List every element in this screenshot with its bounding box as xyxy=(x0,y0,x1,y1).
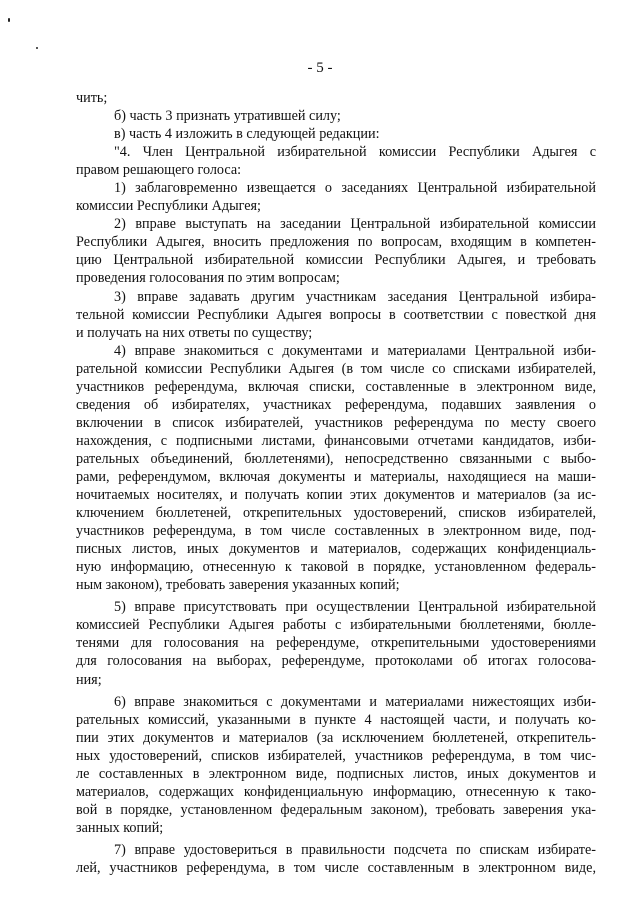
text-line: материалов, содержащих конфиденциальную информацию, отнесенную к тако- xyxy=(76,783,596,800)
text-line: проведения голосования по этим вопросам; xyxy=(76,270,340,287)
text-line: занных копий; xyxy=(76,819,164,836)
page-number: - 5 - xyxy=(307,60,333,76)
text-line: комиссии Республики Адыгея; xyxy=(76,198,262,215)
text-line: 1) заблаговременно извещается о заседаниях Центральной избирательной xyxy=(114,180,596,197)
text-line: лей, участников референдума, в том числе составленным в электронном виде, xyxy=(76,859,596,876)
text-line: рательной комиссии Республики Адыгея (в том числе со списками избирателей, xyxy=(76,360,596,377)
text-line: 2) вправе выступать на заседании Центральной избирательной комиссии xyxy=(114,216,596,233)
text-line: 6) вправе знакомиться с документами и материалами нижестоящих изби- xyxy=(114,693,596,710)
text-line: вой в порядке, установленном федеральным законом), требовать заверения ука- xyxy=(76,801,596,818)
text-line: 5) вправе присутствовать при осуществлении Центральной избирательной xyxy=(114,599,596,616)
text-line: включении в список избирателей, участников референдума по месту своего xyxy=(76,414,596,431)
text-line: нахождения, с подписными листами, финансовыми отчетами кандидатов, изби- xyxy=(76,432,596,449)
text-line: тельной комиссии Республики Адыгея вопросы в соответствии с повесткой дня xyxy=(76,306,596,323)
text-line: 3) вправе задавать другим участникам заседания Центральной избира- xyxy=(114,288,596,305)
text-line: ле составленных в электронном виде, подписных листов, иных документов и xyxy=(76,765,596,782)
text-line: рами, референдумом, включая документы и материалы, находящиеся на маши- xyxy=(76,468,596,485)
text-line: участников референдума, включая списки, составленные в электронном виде, xyxy=(76,378,596,395)
text-line: цию Центральной избирательной комиссии Республики Адыгея, и требовать xyxy=(76,252,596,269)
document-body xyxy=(76,89,596,877)
text-line: чить; xyxy=(76,90,108,106)
text-line: ния; xyxy=(76,671,102,688)
scan-speck xyxy=(36,47,38,49)
text-line: Республики Адыгея, вносить предложения по вопросам, входящим в компетен- xyxy=(76,234,596,251)
text-line: в) часть 4 изложить в следующей редакции: xyxy=(114,126,380,143)
text-line: ную информацию, отнесенную к таковой в порядке, установленном федераль- xyxy=(76,559,596,576)
text-line: сведения об избирателях, участниках референдума, подавших заявления о xyxy=(76,396,596,413)
text-line: для голосования на выборах, референдуме, протоколами об итогах голосова- xyxy=(76,653,596,670)
text-line: ным законом), требовать заверения указанных копий; xyxy=(76,577,400,594)
text-line: тенями для голосования на референдуме, открепительными удостоверениями xyxy=(76,635,596,652)
text-line: ключением бюллетеней, открепительных удостоверений, списков избирателей, xyxy=(76,505,596,522)
text-line: писных листов, иных документов и материалов, содержащих конфиденциаль- xyxy=(76,541,596,558)
text-line: ночитаемых носителях, и получать копии этих документов и материалов (за ис- xyxy=(76,487,596,504)
text-line: б) часть 3 признать утратившей силу; xyxy=(114,108,341,125)
text-line: пии этих документов и материалов (за исключением бюллетеней, открепитель- xyxy=(76,729,596,746)
text-line: участников референдума, в том числе составленных в электронном виде, под- xyxy=(76,523,596,540)
text-line: 4) вправе знакомиться с документами и материалами Центральной изби- xyxy=(114,342,596,359)
text-line: "4. Член Центральной избирательной комиссии Республики Адыгея с xyxy=(114,144,596,161)
text-line: 7) вправе удостовериться в правильности подсчета по спискам избирате- xyxy=(114,841,596,858)
text-line: и получать на них ответы по существу; xyxy=(76,324,313,341)
scan-speck xyxy=(8,18,10,22)
text-line: комиссией Республики Адыгея работы с избирательными бюллетенями, бюлле- xyxy=(76,617,596,634)
text-line: ных удостоверений, списков избирателей, участников референдума, в том чис- xyxy=(76,747,596,764)
text-line: правом решающего голоса: xyxy=(76,162,242,179)
text-line: рательных объединений, бюллетенями), непосредственно связанными с выбо- xyxy=(76,450,596,467)
text-line: рательных комиссий, указанными в пункте 4 настоящей части, и получать ко- xyxy=(76,711,596,728)
